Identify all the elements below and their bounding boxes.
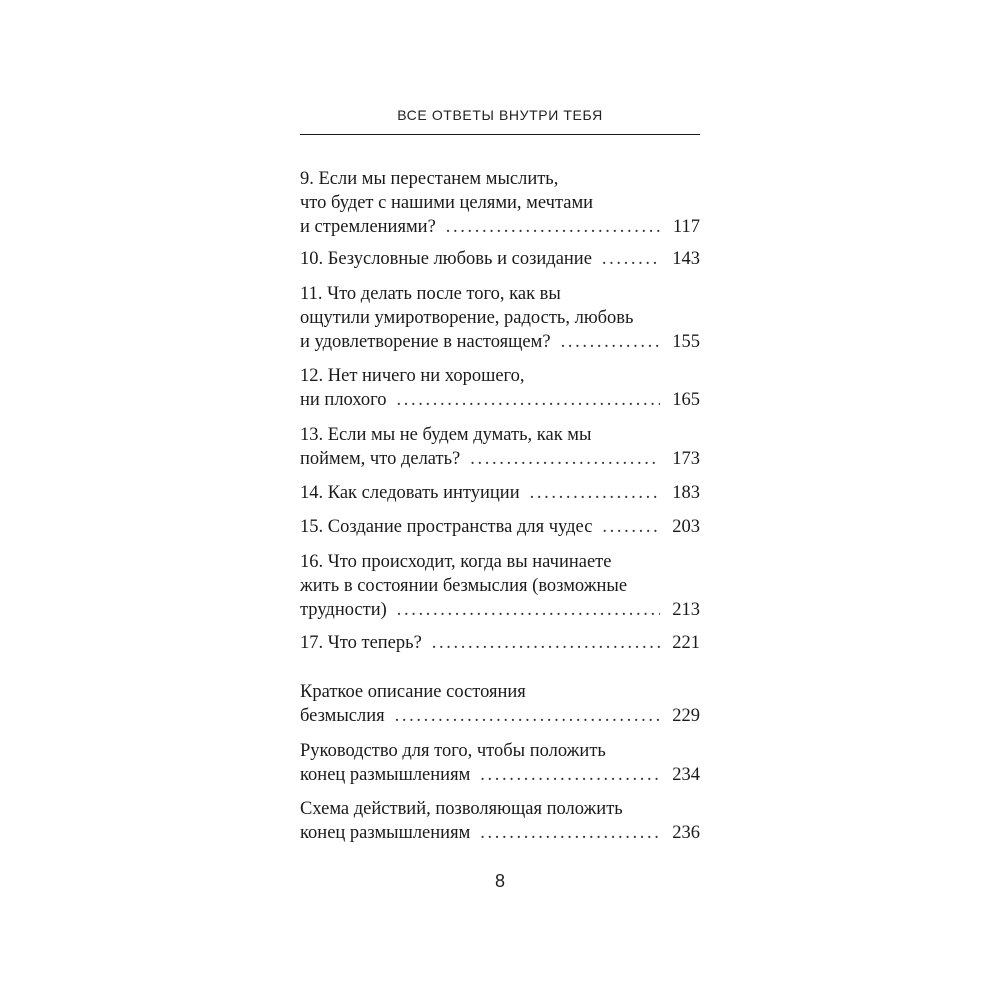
toc-entry-title: конец размышлениям [300, 823, 471, 843]
toc-entry [300, 247, 700, 271]
running-header: ВСЕ ОТВЕТЫ ВНУТРИ ТЕБЯ [397, 107, 603, 123]
toc-page-number: 221 [672, 633, 700, 653]
toc-entry [300, 797, 700, 845]
toc-entry [300, 481, 700, 505]
toc-entry [300, 739, 700, 787]
toc-entry-title: 14. Как следовать интуиции [300, 483, 520, 503]
toc-entry [300, 550, 700, 622]
toc-page-number: 155 [672, 332, 700, 352]
dot-leader [602, 247, 660, 271]
toc-entry-line: 16. Что происходит, когда вы начинаете [300, 552, 612, 572]
dot-leader [480, 763, 660, 787]
toc-entry-line: 13. Если мы не будем думать, как мы [300, 425, 592, 445]
toc-page-number: 117 [672, 217, 700, 237]
toc-page-number: 165 [672, 390, 700, 410]
toc-entry-line: что будет с нашими целями, мечтами [300, 193, 594, 213]
toc-entry-title: и удовлетворение в настоящем? [300, 332, 551, 352]
header-rule [300, 134, 700, 135]
toc-page-number: 203 [672, 517, 700, 537]
dot-leader [470, 447, 660, 471]
toc-entry-title: ни плохого [300, 390, 387, 410]
toc-entry [300, 364, 700, 412]
toc-entry-line: жить в состоянии безмыслия (возможные [300, 576, 628, 596]
toc-entry [300, 631, 700, 655]
toc-page-number: 236 [672, 823, 700, 843]
toc-page-number: 213 [672, 600, 700, 620]
toc-entry-line: Краткое описание состояния [300, 682, 526, 702]
toc-entry-title: конец размышлениям [300, 765, 471, 785]
toc-entry [300, 167, 700, 239]
toc-entry-title: 10. Безусловные любовь и созидание [300, 249, 592, 269]
toc-entry-line: ощутили умиротворение, радость, любовь [300, 308, 634, 328]
toc-page-number: 173 [672, 449, 700, 469]
toc-page-number: 229 [672, 706, 700, 726]
toc-entry-title: поймем, что делать? [300, 449, 461, 469]
toc-entry-title: и стремлениями? [300, 217, 436, 237]
toc-page-number: 234 [672, 765, 700, 785]
toc-entry-line: Схема действий, позволяющая положить [300, 799, 623, 819]
toc-entry [300, 282, 700, 354]
dot-leader [432, 631, 660, 655]
toc-entry-line: 11. Что делать после того, как вы [300, 284, 561, 304]
toc-entry [300, 423, 700, 471]
dot-leader [602, 515, 660, 539]
dot-leader [530, 481, 660, 505]
dot-leader [480, 821, 660, 845]
toc-entry [300, 515, 700, 539]
toc-entry-line: 9. Если мы перестанем мыслить, [300, 169, 559, 189]
toc-page-number: 183 [672, 483, 700, 503]
dot-leader [395, 704, 660, 728]
toc-entry-title: трудности) [300, 600, 387, 620]
dot-leader [397, 388, 660, 412]
toc-page-number: 143 [672, 249, 700, 269]
toc-entry [300, 680, 700, 728]
toc-entry-line: 12. Нет ничего ни хорошего, [300, 366, 525, 386]
page-number: 8 [494, 871, 505, 891]
toc-entry-title: безмыслия [300, 706, 385, 726]
toc-entry-title: 15. Создание пространства для чудес [300, 517, 593, 537]
toc-entry-title: 17. Что теперь? [300, 633, 422, 653]
dot-leader [397, 598, 660, 622]
dot-leader [561, 330, 660, 354]
dot-leader [446, 215, 660, 239]
toc-entry-line: Руководство для того, чтобы положить [300, 741, 606, 761]
